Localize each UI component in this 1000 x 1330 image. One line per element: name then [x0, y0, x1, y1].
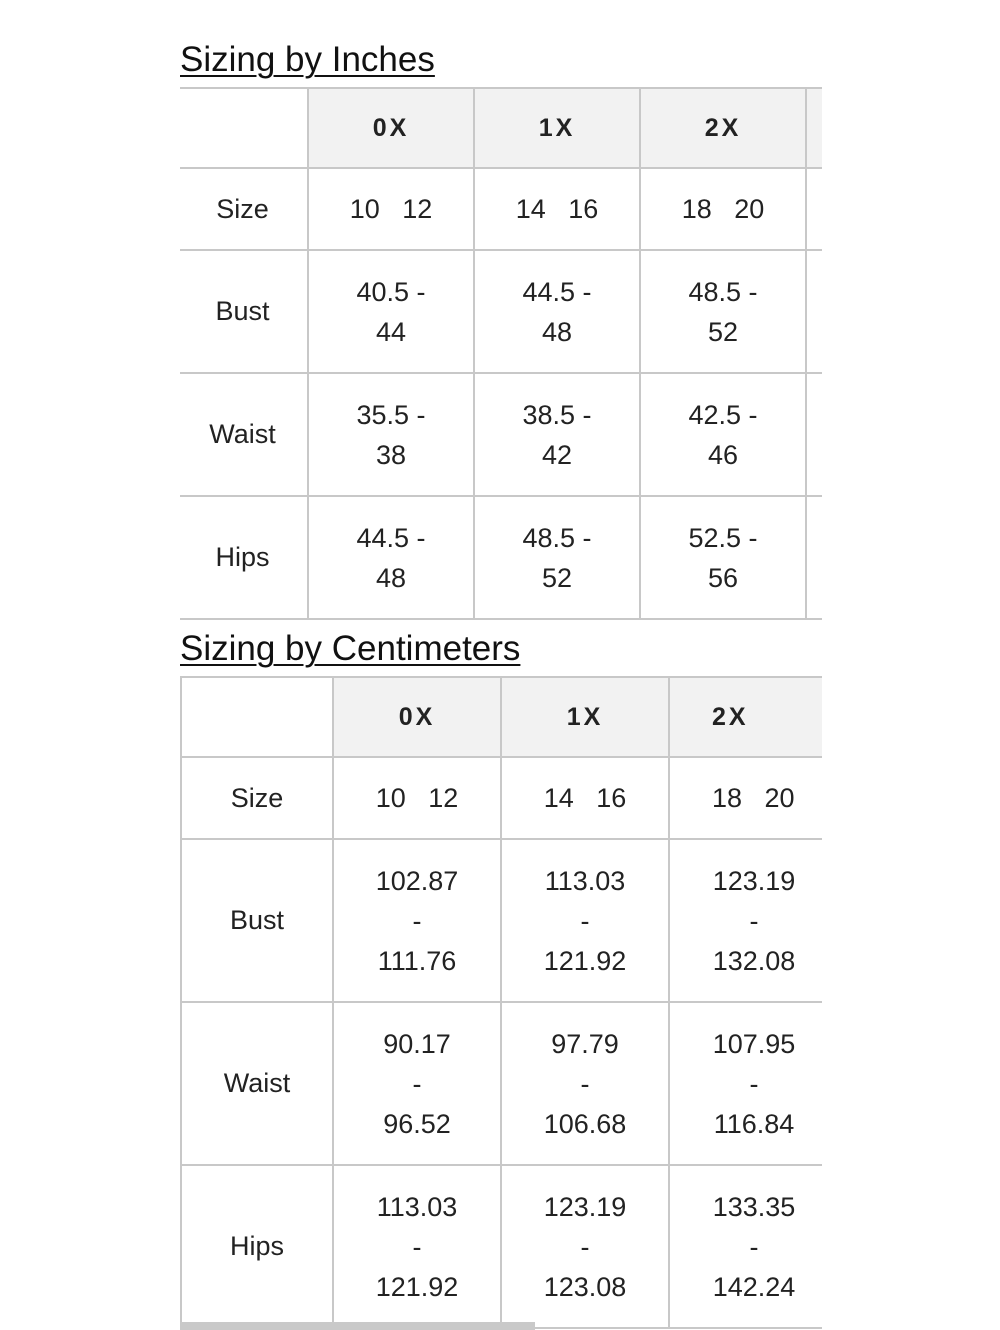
cell-text: - [749, 1068, 759, 1099]
cell-text: 10 12 [349, 194, 433, 224]
centimeters-size-table [180, 676, 822, 1329]
table-cell [308, 496, 474, 619]
cell-text: 111.76 [377, 945, 457, 976]
cell-text: 97.79 [551, 1028, 619, 1059]
cell-text: 121.92 [543, 945, 627, 976]
cell-text: - [749, 905, 759, 936]
cell-text: 44.5 - [522, 276, 592, 307]
cell-text: 113.03 [544, 865, 626, 896]
centimeters-heading: Sizing by Centimeters [180, 629, 521, 668]
table-cell [474, 373, 640, 496]
table-cell [308, 250, 474, 373]
cell-text: 10 12 [375, 783, 459, 813]
cell-text: 38.5 - [522, 399, 592, 430]
row-label: Waist [181, 1002, 333, 1165]
table-row-bust [180, 250, 822, 373]
cell-text: 123.08 [543, 1271, 627, 1302]
table-cell [806, 496, 822, 619]
table-cell [333, 1002, 501, 1165]
cell-text: - [580, 905, 590, 936]
cell-text: 107.95 [712, 1028, 796, 1059]
row-label: Hips [181, 1165, 333, 1328]
cell-text: - [580, 1068, 590, 1099]
column-header: 1X [474, 88, 640, 168]
cell-text: 123.19 [712, 865, 796, 896]
row-label: Bust [180, 250, 308, 373]
cell-text: 44.5 - [356, 522, 426, 553]
table-cell [640, 496, 806, 619]
cell-text: 106.68 [543, 1108, 627, 1139]
cell-text: 132.08 [712, 945, 796, 976]
column-header: 0X [333, 677, 501, 757]
cell-text: 42.5 - [688, 399, 758, 430]
cell-text: 48 [541, 316, 573, 347]
table-row-size [180, 168, 822, 250]
table-header-row [180, 88, 822, 168]
cell-text: 121.92 [375, 1271, 459, 1302]
column-header: 2X [669, 677, 822, 757]
centimeters-table-container[interactable] [180, 676, 822, 1330]
table-cell [640, 168, 806, 250]
table-cell [669, 757, 822, 839]
inches-heading: Sizing by Inches [180, 40, 435, 79]
cell-text: 96.52 [383, 1108, 451, 1139]
table-cell [501, 757, 669, 839]
table-cell [501, 839, 669, 1002]
row-label: Bust [181, 839, 333, 1002]
table-cell [308, 168, 474, 250]
cell-text: 90.17 [383, 1028, 451, 1059]
cell-text: 46 [707, 439, 739, 470]
table-cell [806, 168, 822, 250]
cell-text: - [412, 905, 422, 936]
cell-text: 142.24 [712, 1271, 796, 1302]
cell-text: - [749, 1231, 759, 1262]
cell-text: 44 [375, 316, 407, 347]
row-label: Size [180, 168, 308, 250]
cell-text: 48.5 - [688, 276, 758, 307]
table-cell [806, 373, 822, 496]
cell-text: 48 [375, 562, 407, 593]
cell-text: 52 [707, 316, 739, 347]
cell-text: 35.5 - [356, 399, 426, 430]
table-cell [501, 1002, 669, 1165]
cell-text: 52.5 - [688, 522, 758, 553]
inches-table-container[interactable] [180, 87, 822, 622]
cell-text: 18 20 [681, 194, 765, 224]
table-row-size [181, 757, 822, 839]
cell-text: 52 [541, 562, 573, 593]
cell-text: - [580, 1231, 590, 1262]
table-cell [333, 757, 501, 839]
cell-text: 56 [707, 562, 739, 593]
cell-text: 116.84 [713, 1108, 795, 1139]
table-cell [669, 1002, 822, 1165]
table-header-row [181, 677, 822, 757]
cell-text: 42 [541, 439, 573, 470]
cell-text: 40.5 - [356, 276, 426, 307]
inches-size-table [180, 87, 822, 620]
table-cell [640, 250, 806, 373]
cell-text: 14 16 [543, 783, 627, 813]
table-cell [669, 1165, 822, 1328]
cell-text: - [412, 1231, 422, 1262]
column-header [806, 88, 822, 168]
corner-cell [180, 88, 308, 168]
table-cell [308, 373, 474, 496]
row-label: Hips [180, 496, 308, 619]
table-row-hips [181, 1165, 822, 1328]
column-header: 1X [501, 677, 669, 757]
table-cell [640, 373, 806, 496]
column-header: 2X [640, 88, 806, 168]
table-row-waist [181, 1002, 822, 1165]
column-header: 0X [308, 88, 474, 168]
table-row-waist [180, 373, 822, 496]
cell-text: 18 20 [712, 783, 795, 813]
table-cell [333, 839, 501, 1002]
corner-cell [181, 677, 333, 757]
table-cell [474, 250, 640, 373]
table-cell [501, 1165, 669, 1328]
cell-text: 14 16 [515, 194, 599, 224]
cell-text: 133.35 [712, 1191, 796, 1222]
table-cell [669, 839, 822, 1002]
table-cell [333, 1165, 501, 1328]
cell-text: 113.03 [376, 1191, 458, 1222]
cell-text: 38 [375, 439, 407, 470]
horizontal-scrollbar[interactable] [180, 1322, 535, 1330]
table-cell [474, 496, 640, 619]
table-cell [474, 168, 640, 250]
row-label: Size [181, 757, 333, 839]
table-cell [806, 250, 822, 373]
cell-text: - [412, 1068, 422, 1099]
cell-text: 48.5 - [522, 522, 592, 553]
table-row-hips [180, 496, 822, 619]
row-label: Waist [180, 373, 308, 496]
cell-text: 102.87 [375, 865, 459, 896]
table-row-bust [181, 839, 822, 1002]
cell-text: 123.19 [543, 1191, 627, 1222]
